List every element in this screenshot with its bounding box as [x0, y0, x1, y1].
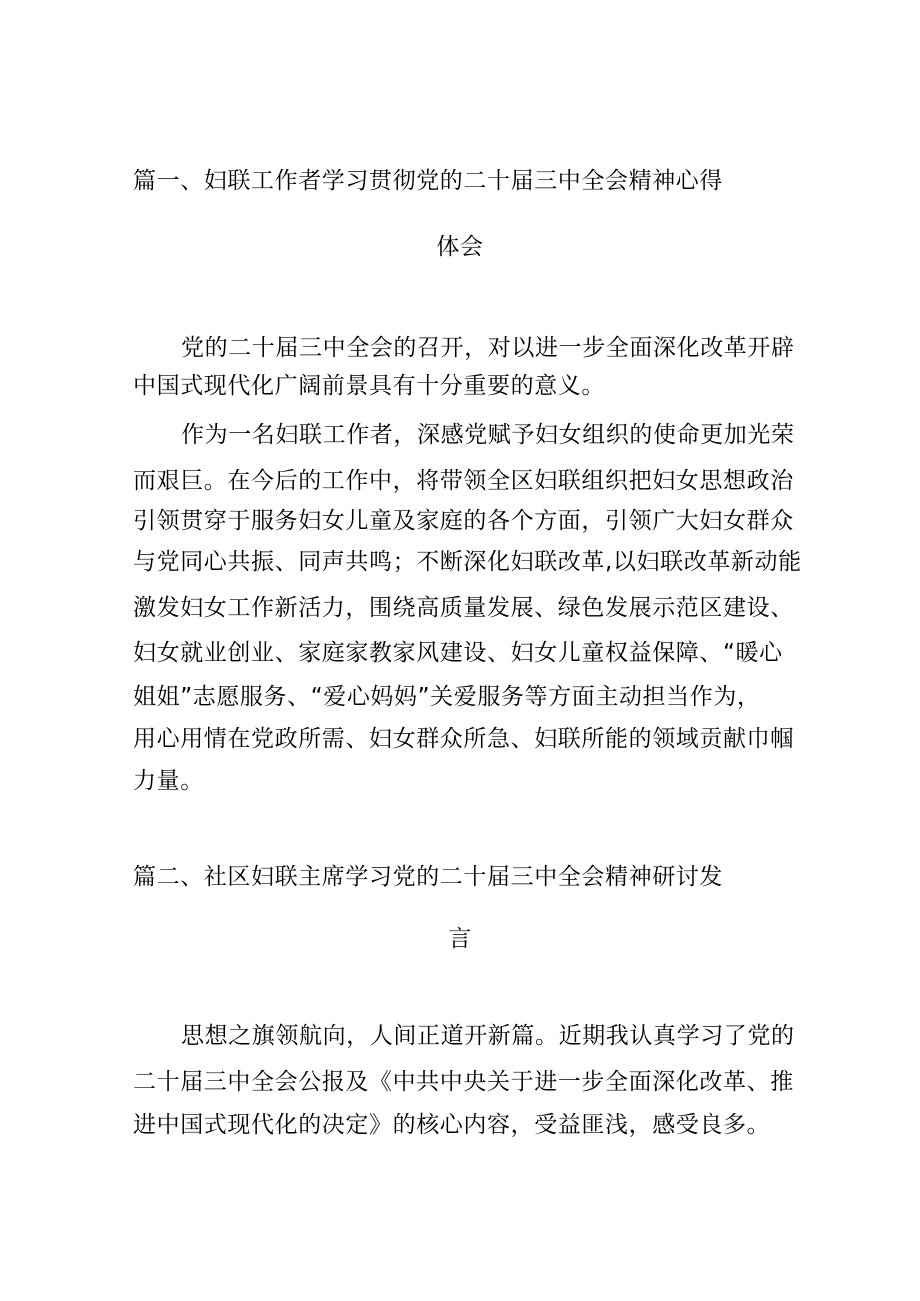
section2-para1-line: 进中国式现代化的决定》的核心内容，受益匪浅，感受良多。	[133, 1112, 771, 1138]
section2-title-line1: 篇二、社区妇联主席学习党的二十届三中全会精神研讨发	[133, 864, 723, 890]
section1-title-line2: 体会	[436, 234, 484, 260]
section1-para2-line: 力量。	[133, 768, 204, 794]
section2-title-line2: 言	[448, 926, 472, 952]
section1-title-line1: 篇一、妇联工作者学习贯彻党的二十届三中全会精神心得	[133, 168, 723, 194]
section1-para2-line: 激发妇女工作新活力，围绕高质量发展、绿色发展示范区建设、	[133, 595, 794, 621]
section1-para2-line: 妇女就业创业、家庭家教家风建设、妇女儿童权益保障、“暖心	[133, 640, 783, 666]
section1-para1-line: 党的二十届三中全会的召开，对以进一步全面深化改革开辟	[181, 335, 795, 361]
section1-para2-line: 用心用情在党政所需、妇女群众所急、妇联所能的领域贡献巾帼	[133, 726, 794, 752]
section1-para2-line: 姐姐”志愿服务、“爱心妈妈”关爱服务等方面主动担当作为，	[133, 684, 761, 710]
section1-para2-line: 作为一名妇联工作者，深感党赋予妇女组织的使命更加光荣	[181, 422, 795, 448]
section2-para1-line: 二十届三中全会公报及《中共中央关于进一步全面深化改革、推	[133, 1069, 794, 1095]
section1-para2-line: 引领贯穿于服务妇女儿童及家庭的各个方面，引领广大妇女群众	[133, 508, 794, 534]
section2-para1-line: 思想之旗领航向，人间正道开新篇。近期我认真学习了党的	[181, 1023, 795, 1049]
section1-para1-line: 中国式现代化广阔前景具有十分重要的意义。	[133, 373, 605, 399]
section1-para2-line: 而艰巨。在今后的工作中，将带领全区妇联组织把妇女思想政治	[133, 468, 794, 494]
section1-para2-line: 与党同心共振、同声共鸣；不断深化妇联改革,以妇联改革新动能	[133, 549, 802, 575]
